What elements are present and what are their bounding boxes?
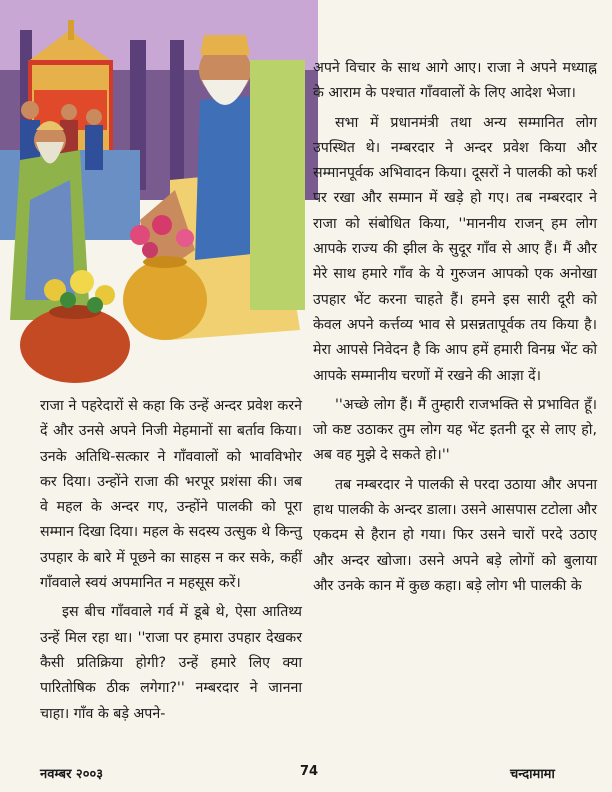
- story-illustration: [0, 0, 318, 385]
- paragraph: सभा में प्रधानमंत्री तथा अन्य सम्मानित लोग उपस्थित थे। नम्बरदार ने अन्दर प्रवेश किया और सम्मानपूर्वक अभिवादन किया। दूसरों ने पालकी को फर्श पर रखा और सम्मान में खड़े हो गए। तब नम्बरदार ने राजा को संबोधित किया, ''माननीय राजन् हम लोग आपके राज्य की झील के सुदूर गाँव से आए हैं। मैं और मेरे साथ हमारे गाँव के ये गुरुजन आपको एक अनोखा उपहार भेंट करना चाहते हैं। हमने इस सारी दूरी को केवल अपने कर्त्तव्य भाव से प्रसन्नतापूर्वक तय किया है। मेरा आपसे निवेदन है कि आप हमें हमारी विनम्र भेंट को आपके सम्मानीय चरणों में रखने की आज्ञा दें।: [313, 114, 597, 384]
- magazine-name: चन्दामामा: [510, 767, 555, 782]
- page-number: 74: [300, 764, 319, 779]
- left-text-column: [40, 394, 302, 727]
- paragraph: राजा ने पहरेदारों से कहा कि उन्हें अन्दर प्रवेश करने दें और उनसे अपने निजी मेहमानों सा बर्ताव किया। उनके अतिथि-सत्कार ने गाँववालों को भावविभोर कर दिया। उन्होंने राजा की भरपूर प्रशंसा की। जब वे महल के अन्दर गए, उन्होंने पालकी को पूरा सम्मान दिखा दिया। महल के सदस्य उत्सुक थे किन्तु उपहार के बारे में पूछने का साहस न कर सके, कहीं गाँववाले स्वयं अपमानित न महसूस करें।: [40, 398, 302, 592]
- paragraph: तब नम्बरदार ने पालकी से परदा उठाया और अपना हाथ पालकी के अन्दर डाला। उसने आसपास टटोला और एकदम से हैरान हो गया। फिर उसने चारों परदे उठाए और अन्दर खोजा। उसने अपने बड़े लोगों को बुलाया और उनके कान में कुछ कहा। बड़े लोग भी पालकी के: [313, 476, 597, 594]
- paragraph: अपने विचार के साथ आगे आए। राजा ने अपने मध्याह्न के आराम के पश्चात गाँववालों के लिए आदेश भेजा।: [313, 60, 597, 102]
- right-text-column: [313, 56, 597, 599]
- footer-date: नवम्बर २००३: [40, 767, 103, 782]
- paragraph: इस बीच गाँववाले गर्व में डूबे थे, ऐसा आतिथ्य उन्हें मिल रहा था। ''राजा पर हमारा उपहार देखकर कैसी प्रतिक्रिया होगी? उन्हें हमारे लिए क्या पारितोषिक ठीक लगेगा?'' नम्बरदार ने जानना चाहा। गाँव के बड़े अपने-: [40, 604, 302, 722]
- paragraph: ''अच्छे लोग हैं। मैं तुम्हारी राजभक्ति से प्रभावित हूँ। जो कष्ट उठाकर तुम लोग यह भेंट इतनी दूर से लाए हो, अब वह मुझे दे सकते हो।'': [313, 396, 597, 464]
